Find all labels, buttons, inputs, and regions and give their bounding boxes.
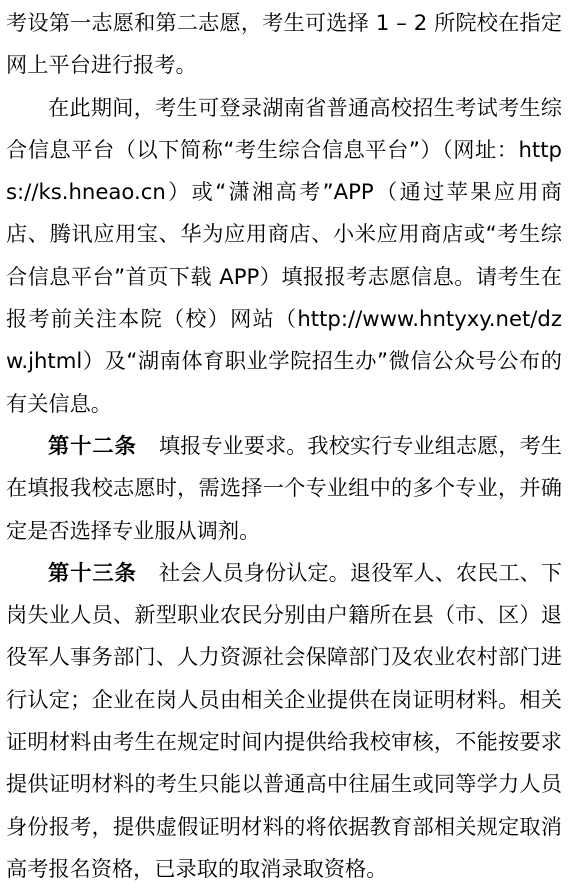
paragraph-article-12 (6, 425, 562, 552)
paragraph-text: 在此期间，考生可登录湖南省普通高校招生考试考生综合信息平台（以下简称“考生综合信息平台”）（网址：https://ks.hneao.cn）或“潇湘高考”APP（通过苹果应用商店、腾讯应用宝、华为应用商店、小米应用商店或“考生综合信息平台”首页下载 APP）填报报考志愿信息。请考生在报考前关注本院（校）网站（http://www.hntyxy.net/dzw.jhtml）及“湖南体育职业学院招生办”微信公众号公布的有关信息。 (6, 94, 562, 416)
paragraph-text: 考设第一志愿和第二志愿，考生可选择 1 – 2 所院校在指定网上平台进行报考。 (6, 10, 562, 78)
paragraph-text: 填报专业要求。我校实行专业组志愿，考生在填报我校志愿时，需选择一个专业组中的多个专业，并确定是否选择专业服从调剂。 (6, 432, 562, 543)
document-body (6, 0, 562, 890)
paragraph-article-13 (6, 552, 562, 890)
paragraph-volunteer-options (6, 2, 562, 87)
article-number: 第十三条 (48, 559, 137, 585)
article-number: 第十二条 (48, 432, 137, 458)
paragraph-application-platform (6, 87, 562, 425)
paragraph-text: 社会人员身份认定。退役军人、农民工、下岗失业人员、新型职业农民分别由户籍所在县（市、区）退役军人事务部门、人力资源社会保障部门及农业农村部门进行认定；企业在岗人员由相关企业提供在岗证明材料。相关证明材料由考生在规定时间内提供给我校审核，不能按要求提供证明材料的考生只能以普通高中往届生或同等学力人员身份报考，提供虚假证明材料的将依据教育部相关规定取消高考报名资格，已录取的取消录取资格。 (6, 559, 562, 881)
